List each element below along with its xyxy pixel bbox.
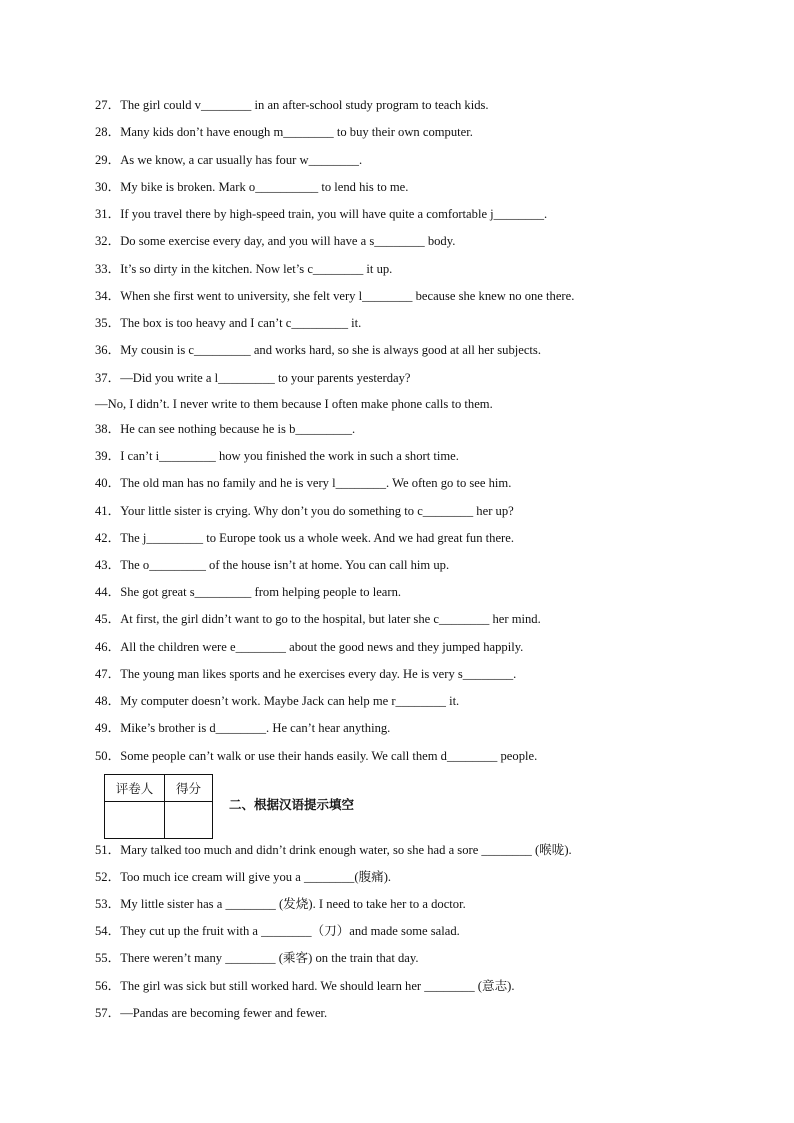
- question-45: 45．At first, the girl didn’t want to go to the hospital, but later she c________ her mind.: [95, 612, 541, 626]
- question-33: 33．It’s so dirty in the kitchen. Now let’s c________ it up.: [95, 262, 393, 276]
- question-27: 27．The girl could v________ in an after-school study program to teach kids.: [95, 98, 489, 112]
- score-cell[interactable]: [165, 802, 213, 839]
- question-52: 52．Too much ice cream will give you a ________(腹痛).: [95, 870, 392, 884]
- grader-header: 评卷人: [105, 775, 165, 802]
- question-41: 41．Your little sister is crying. Why don’t you do something to c________ her up?: [95, 504, 514, 518]
- question-29: 29．As we know, a car usually has four w________.: [95, 153, 363, 167]
- question-39: 39．I can’t i_________ how you finished the work in such a short time.: [95, 449, 459, 463]
- question-36: 36．My cousin is c_________ and works hard, so she is always good at all her subjects.: [95, 343, 541, 357]
- question-40: 40．The old man has no family and he is very l________. We often go to see him.: [95, 476, 512, 490]
- question-49: 49．Mike’s brother is d________. He can’t hear anything.: [95, 721, 391, 735]
- score-table: [104, 774, 213, 839]
- question-54: 54．They cut up the fruit with a ________（刀）and made some salad.: [95, 924, 460, 938]
- question-47: 47．The young man likes sports and he exercises every day. He is very s________.: [95, 667, 517, 681]
- question-42: 42．The j_________ to Europe took us a whole week. And we had great fun there.: [95, 531, 514, 545]
- question-48: 48．My computer doesn’t work. Maybe Jack can help me r________ it.: [95, 694, 460, 708]
- question-44: 44．She got great s_________ from helping people to learn.: [95, 585, 402, 599]
- question-28: 28．Many kids don’t have enough m________ to buy their own computer.: [95, 125, 473, 139]
- question-53: 53．My little sister has a ________ (发烧). I need to take her to a doctor.: [95, 897, 466, 911]
- question-50: 50．Some people can’t walk or use their hands easily. We call them d________ people.: [95, 749, 538, 763]
- question-38: 38．He can see nothing because he is b_________.: [95, 422, 356, 436]
- question-37: 37．—Did you write a l_________ to your parents yesterday?: [95, 371, 411, 385]
- question-30: 30．My bike is broken. Mark o__________ to lend his to me.: [95, 180, 409, 194]
- section-two-title: 二、根据汉语提示填空: [229, 797, 355, 812]
- question-51: 51．Mary talked too much and didn’t drink enough water, so she had a sore ________ (喉咙).: [95, 843, 572, 857]
- question-56: 56．The girl was sick but still worked hard. We should learn her ________ (意志).: [95, 979, 515, 993]
- question-37-answer: —No, I didn’t. I never write to them because I often make phone calls to them.: [95, 397, 493, 411]
- question-55: 55．There weren’t many ________ (乘客) on the train that day.: [95, 951, 419, 965]
- question-34: 34．When she first went to university, she felt very l________ because she knew no one there.: [95, 289, 575, 303]
- question-31: 31．If you travel there by high-speed train, you will have quite a comfortable j________.: [95, 207, 548, 221]
- question-35: 35．The box is too heavy and I can’t c_________ it.: [95, 316, 362, 330]
- question-32: 32．Do some exercise every day, and you will have a s________ body.: [95, 234, 456, 248]
- question-57: 57．—Pandas are becoming fewer and fewer.: [95, 1006, 328, 1020]
- grader-cell[interactable]: [105, 802, 165, 839]
- score-header: 得分: [165, 775, 213, 802]
- question-46: 46．All the children were e________ about the good news and they jumped happily.: [95, 640, 524, 654]
- question-43: 43．The o_________ of the house isn’t at home. You can call him up.: [95, 558, 450, 572]
